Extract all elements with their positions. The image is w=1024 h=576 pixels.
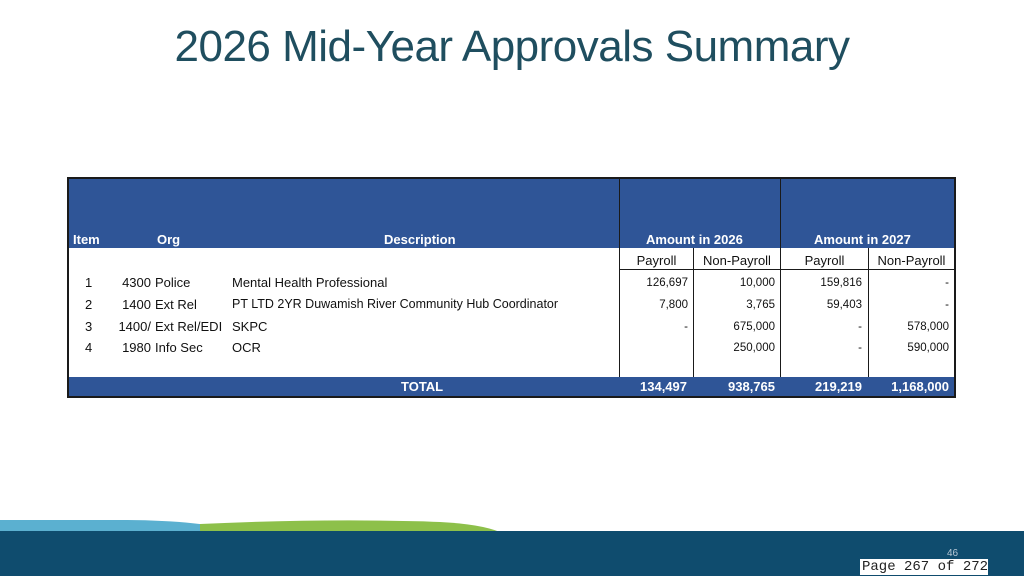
row3-payroll-2027: - bbox=[858, 321, 862, 333]
header-amount-2027: Amount in 2027 bbox=[814, 232, 911, 247]
row4-item: 4 bbox=[85, 340, 93, 355]
header-description: Description bbox=[384, 232, 456, 247]
row1-payroll-2026: 126,697 bbox=[646, 277, 688, 289]
total-nonpayroll-2026: 938,765 bbox=[728, 379, 775, 394]
row4-payroll-2027: - bbox=[858, 342, 862, 354]
total-payroll-2027: 219,219 bbox=[815, 379, 862, 394]
row1-payroll-2027: 159,816 bbox=[820, 277, 862, 289]
row4-org: Info Sec bbox=[155, 340, 203, 355]
total-label: TOTAL bbox=[401, 379, 444, 394]
approvals-table bbox=[67, 177, 956, 398]
subheader-nonpayroll-2026: Non-Payroll bbox=[703, 253, 771, 268]
row2-org: Ext Rel bbox=[155, 297, 197, 312]
row3-nonpayroll-2027: 578,000 bbox=[907, 321, 949, 333]
row2-item: 2 bbox=[85, 297, 93, 312]
row3-description: SKPC bbox=[232, 319, 268, 334]
row2-description: PT LTD 2YR Duwamish River Community Hub Coordinator bbox=[232, 297, 559, 311]
row1-nonpayroll-2027: - bbox=[945, 277, 949, 289]
row1-nonpayroll-2026: 10,000 bbox=[739, 277, 775, 289]
row1-code: 4300 bbox=[122, 275, 151, 290]
row1-item: 1 bbox=[85, 275, 93, 290]
row2-payroll-2026: 7,800 bbox=[659, 299, 688, 311]
row2-code: 1400 bbox=[122, 297, 151, 312]
row2-nonpayroll-2026: 3,765 bbox=[746, 299, 775, 311]
row2-nonpayroll-2027: - bbox=[945, 299, 949, 311]
row1-org: Police bbox=[155, 275, 191, 290]
row3-item: 3 bbox=[85, 319, 93, 334]
row1-description: Mental Health Professional bbox=[232, 275, 388, 290]
row3-org: Ext Rel/EDI bbox=[155, 319, 223, 334]
total-payroll-2026: 134,497 bbox=[640, 379, 687, 394]
row4-description: OCR bbox=[232, 340, 261, 355]
row-divider bbox=[619, 269, 954, 270]
subheader-nonpayroll-2027: Non-Payroll bbox=[877, 253, 946, 268]
row2-payroll-2027: 59,403 bbox=[826, 299, 862, 311]
total-row bbox=[69, 377, 954, 396]
row4-nonpayroll-2027: 590,000 bbox=[907, 342, 949, 354]
subheader-payroll-2027: Payroll bbox=[804, 253, 845, 268]
row4-nonpayroll-2026: 250,000 bbox=[733, 342, 775, 354]
slide-title: 2026 Mid-Year Approvals Summary bbox=[174, 22, 850, 71]
subheader-payroll-2026: Payroll bbox=[636, 253, 677, 268]
row3-payroll-2026: - bbox=[684, 321, 688, 333]
page-counter: Page 267 of 272 bbox=[862, 559, 989, 575]
header-org: Org bbox=[157, 232, 181, 247]
row3-code: 1400/ bbox=[118, 319, 151, 334]
header-amount-2026: Amount in 2026 bbox=[646, 232, 743, 247]
row4-code: 1980 bbox=[122, 340, 151, 355]
total-nonpayroll-2027: 1,168,000 bbox=[891, 379, 949, 394]
table-header bbox=[69, 179, 954, 248]
header-item: Item bbox=[73, 232, 100, 247]
row3-nonpayroll-2026: 675,000 bbox=[733, 321, 775, 333]
slide-number: 46 bbox=[947, 548, 959, 559]
